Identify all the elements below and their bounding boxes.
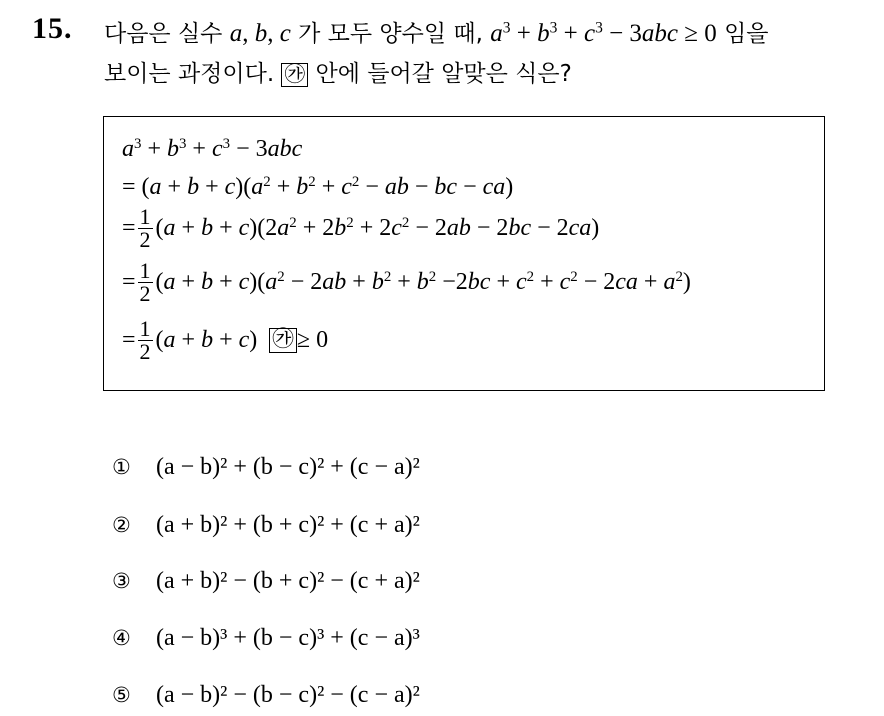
choice-label: (a + b)² − (b + c)² − (c + a)² — [156, 568, 420, 594]
fraction-one-half: $\frac{1}{2}$ — [139, 258, 151, 306]
choice-number: ② — [112, 513, 131, 537]
proof-line-2: = $(a + b + c)(a^2 + b^2 + c^2$ − ab − bc − ca) — [122, 173, 514, 200]
question-condition-end: 임을 — [724, 21, 769, 47]
choice-label: (a + b)² + (b + c)² + (c + a)² — [156, 512, 420, 538]
question-intro: 다음은 실수 — [104, 21, 223, 47]
question-number: 15. — [32, 12, 73, 45]
choice-5[interactable] — [112, 682, 420, 709]
choice-number: ③ — [112, 569, 131, 593]
blank-marker: ㉮ — [281, 63, 308, 87]
proof-line-5: = $\frac{1}{2}$ (a + b + c) ㉮ ≥ 0 — [122, 316, 329, 364]
proof-line-3: = $\frac{1}{2}$ $(a + b + c)(2a^2 + 2b^2 + 2c^2 - 2ab - 2bc - 2ca)$ — [122, 204, 600, 252]
question-line2: 보이는 과정이다. — [104, 61, 275, 87]
choice-number: ④ — [112, 626, 131, 650]
fraction-one-half: $\frac{1}{2}$ — [139, 204, 151, 252]
proof-line-1: $a^3 + b^3 + c^3 - 3abc$ — [122, 135, 303, 162]
choice-label: (a − b)³ + (b − c)³ + (c − a)³ — [156, 625, 420, 651]
choice-number: ⑤ — [112, 683, 131, 707]
blank-marker: ㉮ — [269, 328, 297, 353]
choice-number: ① — [112, 455, 131, 479]
choice-3[interactable] — [112, 568, 420, 595]
question-inequality: $a^3 + b^3 + c^3 - 3abc \ge 0$ — [490, 19, 717, 47]
choice-1[interactable] — [112, 454, 420, 481]
question-variables: a, b, c — [229, 20, 291, 47]
fraction-one-half: $\frac{1}{2}$ — [139, 316, 151, 364]
choice-4[interactable] — [112, 625, 420, 652]
choice-2[interactable] — [112, 512, 420, 539]
question-line2-end: 안에 들어갈 알맞은 식은? — [315, 61, 572, 87]
question-text — [104, 14, 874, 94]
question-condition: 가 모두 양수일 때, — [298, 21, 483, 47]
choice-label: (a − b)² − (b − c)² − (c − a)² — [156, 682, 420, 708]
choice-label: (a − b)² + (b − c)² + (c − a)² — [156, 454, 420, 480]
proof-line-4: = $\frac{1}{2}$ $(a + b + c)(a^2 - 2ab + b^2 + b^2 -2bc + c^2 + c^2 - 2ca + a^2)$ — [122, 258, 691, 306]
